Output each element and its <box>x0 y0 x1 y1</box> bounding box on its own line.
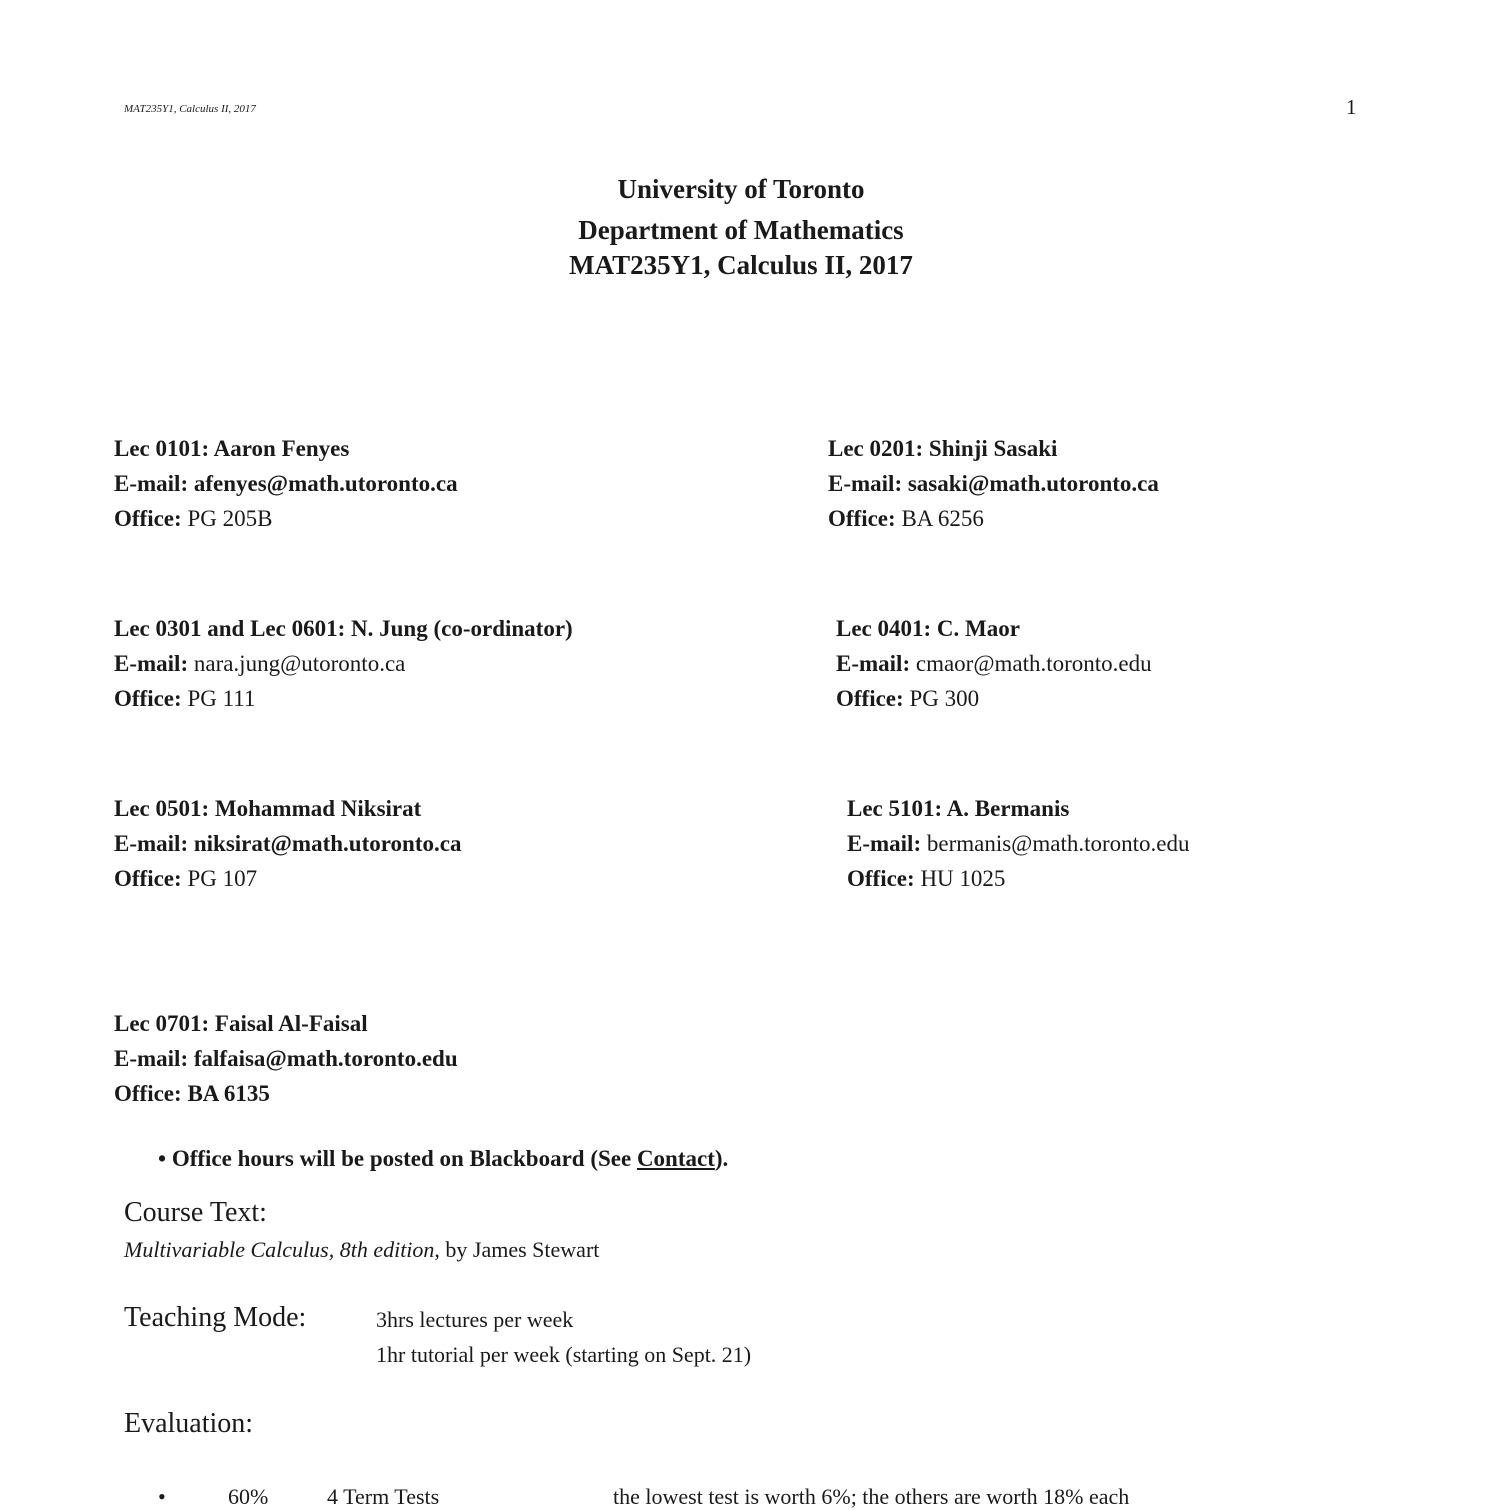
instructor-email: bermanis@math.toronto.edu <box>926 831 1190 856</box>
email-label: E-mail: <box>836 651 911 676</box>
instructor-email: sasaki@math.utoronto.ca <box>907 471 1159 496</box>
lec-label: Lec 0301 and Lec 0601: <box>114 616 346 641</box>
email-label: E-mail: <box>114 651 189 676</box>
course-text-book <box>124 1237 599 1263</box>
teaching-mode-heading: Teaching Mode: <box>124 1302 307 1333</box>
instructor-email: cmaor@math.toronto.edu <box>915 651 1152 676</box>
lec-label: Lec 0501: <box>114 796 210 821</box>
lec-label: Lec 5101: <box>847 796 943 821</box>
instructor-block-0401 <box>836 611 1152 716</box>
instructor-office: PG 300 <box>909 686 980 711</box>
office-label: Office: <box>114 506 182 531</box>
evaluation-heading: Evaluation: <box>124 1408 254 1439</box>
teaching-mode-lectures: 3hrs lectures per week <box>376 1307 574 1332</box>
office-hours-note <box>158 1146 728 1172</box>
book-author: , by James Stewart <box>434 1237 600 1262</box>
book-title: Multivariable Calculus, 8th edition <box>124 1237 435 1262</box>
running-head: MAT235Y1, Calculus II, 2017 <box>124 103 256 115</box>
instructor-name: N. Jung (co-ordinator) <box>351 616 573 641</box>
instructor-name: Aaron Fenyes <box>213 436 350 461</box>
office-label: Office: <box>836 686 904 711</box>
instructor-email: niksirat@math.utoronto.ca <box>193 831 462 856</box>
office-hours-tail: ). <box>714 1146 729 1171</box>
eval-percent: 60% <box>228 1484 269 1509</box>
instructor-name: Mohammad Niksirat <box>214 796 422 821</box>
title-university: University of Toronto <box>617 174 865 204</box>
email-label: E-mail: <box>114 1046 189 1071</box>
email-label: E-mail: <box>114 831 189 856</box>
contact-link[interactable]: Contact <box>636 1146 715 1171</box>
eval-item: 4 Term Tests <box>327 1484 440 1509</box>
bullet-icon: • <box>158 1484 166 1509</box>
title-course: MAT235Y1, Calculus II, 2017 <box>569 250 913 280</box>
office-label: Office: <box>114 1081 182 1106</box>
email-label: E-mail: <box>828 471 903 496</box>
title-department: Department of Mathematics <box>578 215 904 245</box>
instructor-email: nara.jung@utoronto.ca <box>193 651 406 676</box>
instructor-name: A. Bermanis <box>946 796 1070 821</box>
instructor-email: falfaisa@math.toronto.edu <box>193 1046 458 1071</box>
email-label: E-mail: <box>847 831 922 856</box>
lec-label: Lec 0701: <box>114 1011 210 1036</box>
instructor-name: Faisal Al-Faisal <box>214 1011 368 1036</box>
instructor-office: PG 111 <box>187 686 256 711</box>
office-label: Office: <box>114 866 182 891</box>
instructor-office: PG 107 <box>187 866 258 891</box>
instructor-block-5101 <box>847 791 1189 896</box>
instructor-office: BA 6256 <box>901 506 984 531</box>
instructor-block-0501 <box>114 791 461 896</box>
instructor-name: C. Maor <box>936 616 1020 641</box>
teaching-mode-tutorial: 1hr tutorial per week (starting on Sept. 21) <box>376 1342 752 1367</box>
instructor-block-0701 <box>114 1006 458 1111</box>
eval-note: the lowest test is worth 6%; the others are worth 18% each <box>613 1484 1130 1509</box>
instructor-block-0101 <box>114 431 458 536</box>
instructor-office: PG 205B <box>187 506 273 531</box>
office-hours-text: Office hours will be posted on Blackboard (See <box>171 1146 637 1171</box>
lec-label: Lec 0401: <box>836 616 932 641</box>
instructor-block-0201 <box>828 431 1159 536</box>
instructor-email: afenyes@math.utoronto.ca <box>193 471 458 496</box>
instructor-name: Shinji Sasaki <box>928 436 1058 461</box>
office-label: Office: <box>847 866 915 891</box>
office-label: Office: <box>828 506 896 531</box>
instructor-office: BA 6135 <box>187 1081 270 1106</box>
office-label: Office: <box>114 686 182 711</box>
lec-label: Lec 0101: <box>114 436 210 461</box>
instructor-block-0301 <box>114 611 573 716</box>
email-label: E-mail: <box>114 471 189 496</box>
course-text-heading: Course Text: <box>124 1197 267 1228</box>
page-number: 1 <box>1346 95 1357 119</box>
lec-label: Lec 0201: <box>828 436 924 461</box>
bullet-icon: • <box>158 1146 167 1171</box>
instructor-office: HU 1025 <box>920 866 1006 891</box>
